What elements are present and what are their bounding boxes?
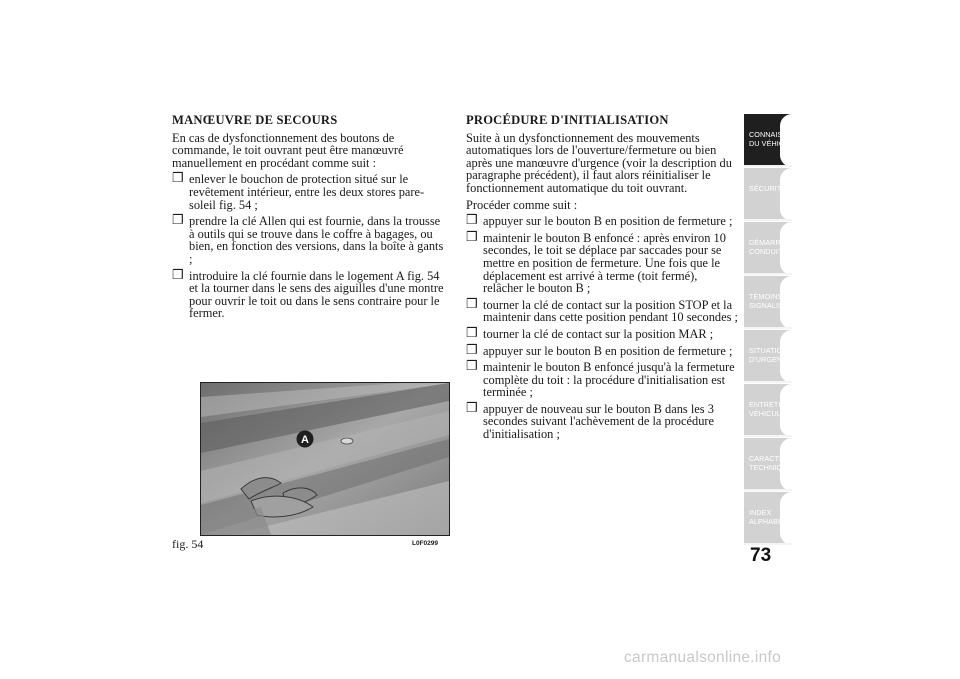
list-item: ❒ enlever le bouchon de protection situé sur le revêtement intérieur, entre les deux stores pare-soleil fig. 54 ; (172, 170, 425, 212)
intro-paragraph: Suite à un dysfonctionnement des mouvements automatiques lors de l'ouverture/fermeture ou bien après une manœuvre d'urgence (voir la description du paragraphe précédent), il faut alors réinitialiser le fonctionnement automatique du toit ouvrant. (466, 130, 732, 195)
tab-temoins-et-signalisation[interactable]: TÉMOINS ET SIGNALISATION (744, 276, 792, 329)
tab-caracteristiques-techniques[interactable]: CARACTÉRISTIQUES TECHNIQUES (744, 438, 792, 491)
checkbox-bullet-icon: ❒ (466, 399, 478, 415)
section-heading-emergency: MANŒUVRE DE SECOURS (172, 113, 338, 127)
tab-securite[interactable]: SÉCURITÉ (744, 168, 792, 221)
tab-index-alphabetique[interactable]: INDEX ALPHABÉTIQUE (744, 492, 792, 545)
figure-caption: fig. 54 (172, 537, 204, 551)
page-number: 73 (750, 545, 772, 566)
checkbox-bullet-icon: ❒ (466, 295, 478, 311)
watermark: carmanualsonline.info (624, 649, 782, 666)
bullet-list (466, 212, 738, 442)
checkbox-bullet-icon: ❒ (466, 212, 478, 228)
proceed-paragraph: Procéder comme suit : (466, 197, 578, 212)
list-item: ❒ appuyer sur le bouton B en position de fermeture ; (466, 212, 733, 229)
tab-demarrage-et-conduite[interactable]: DÉMARRAGE ET CONDUITE (744, 222, 792, 275)
figure-code: L0F0299 (412, 540, 439, 547)
list-item: ❒ tourner la clé de contact sur la position MAR ; (466, 324, 714, 341)
list-item: ❒ maintenir le bouton B enfoncé jusqu'à la fermeture complète du toit : la procédure d'initialisation est terminée ; (466, 358, 735, 400)
checkbox-bullet-icon: ❒ (466, 228, 478, 244)
bullet-list (172, 170, 444, 321)
list-item: ❒ appuyer de nouveau sur le bouton B dans les 3 secondes suivant l'achèvement de la procédure d'initialisation ; (466, 399, 715, 442)
list-item: ❒ tourner la clé de contact sur la position STOP et la maintenir dans cette position pendant 10 secondes ; (466, 295, 738, 325)
right-column (466, 114, 738, 445)
left-column (172, 114, 444, 324)
list-item: ❒ prendre la clé Allen qui est fournie, dans la trousse à outils qui se trouve dans le coffre à bagages, ou bien, en fonction des versions, dans la boîte à gants ; (172, 212, 444, 266)
list-item: ❒ maintenir le bouton B enfoncé : après environ 10 secondes, le toit se déplace par saccades pour se mettre en position de fermeture. Une fois que le déplacement est arrivé à terme (toit fermé), relâcher le bouton B ; (466, 228, 726, 296)
list-item: ❒ introduire la clé fournie dans le logement A fig. 54 et la tourner dans le sens des aiguilles d'une montre pour ouvrir le toit ou dans le sens contraire pour le fermer. (172, 266, 444, 321)
tab-entretien-du-vehicule[interactable]: ENTRETIEN DU VÉHICULE (744, 384, 792, 437)
figure-54-headliner (200, 382, 450, 536)
intro-paragraph: En cas de dysfonctionnement des boutons de commande, le toit ouvrant peut être manœuvré manuellement en procédant comme suit : (172, 130, 404, 170)
tab-connaissance-du-vehicule[interactable]: CONNAISSANCE DU VÉHICULE (744, 114, 792, 167)
checkbox-bullet-icon: ❒ (172, 170, 184, 186)
chapter-tabs-sidebar (744, 114, 824, 546)
protective-plug (341, 438, 353, 444)
headliner-illustration (201, 383, 449, 535)
checkbox-bullet-icon: ❒ (466, 358, 478, 374)
section-heading-initialisation: PROCÉDURE D'INITIALISATION (466, 113, 669, 127)
svg-text:A: A (301, 434, 309, 446)
checkbox-bullet-icon: ❒ (172, 266, 184, 282)
tab-situations-d-urgence[interactable]: SITUATIONS D'URGENCE (744, 330, 792, 383)
checkbox-bullet-icon: ❒ (466, 324, 478, 340)
list-item: ❒ appuyer sur le bouton B en position de fermeture ; (466, 341, 733, 358)
checkbox-bullet-icon: ❒ (466, 341, 478, 357)
callout-a-icon (295, 429, 315, 449)
checkbox-bullet-icon: ❒ (172, 212, 184, 228)
